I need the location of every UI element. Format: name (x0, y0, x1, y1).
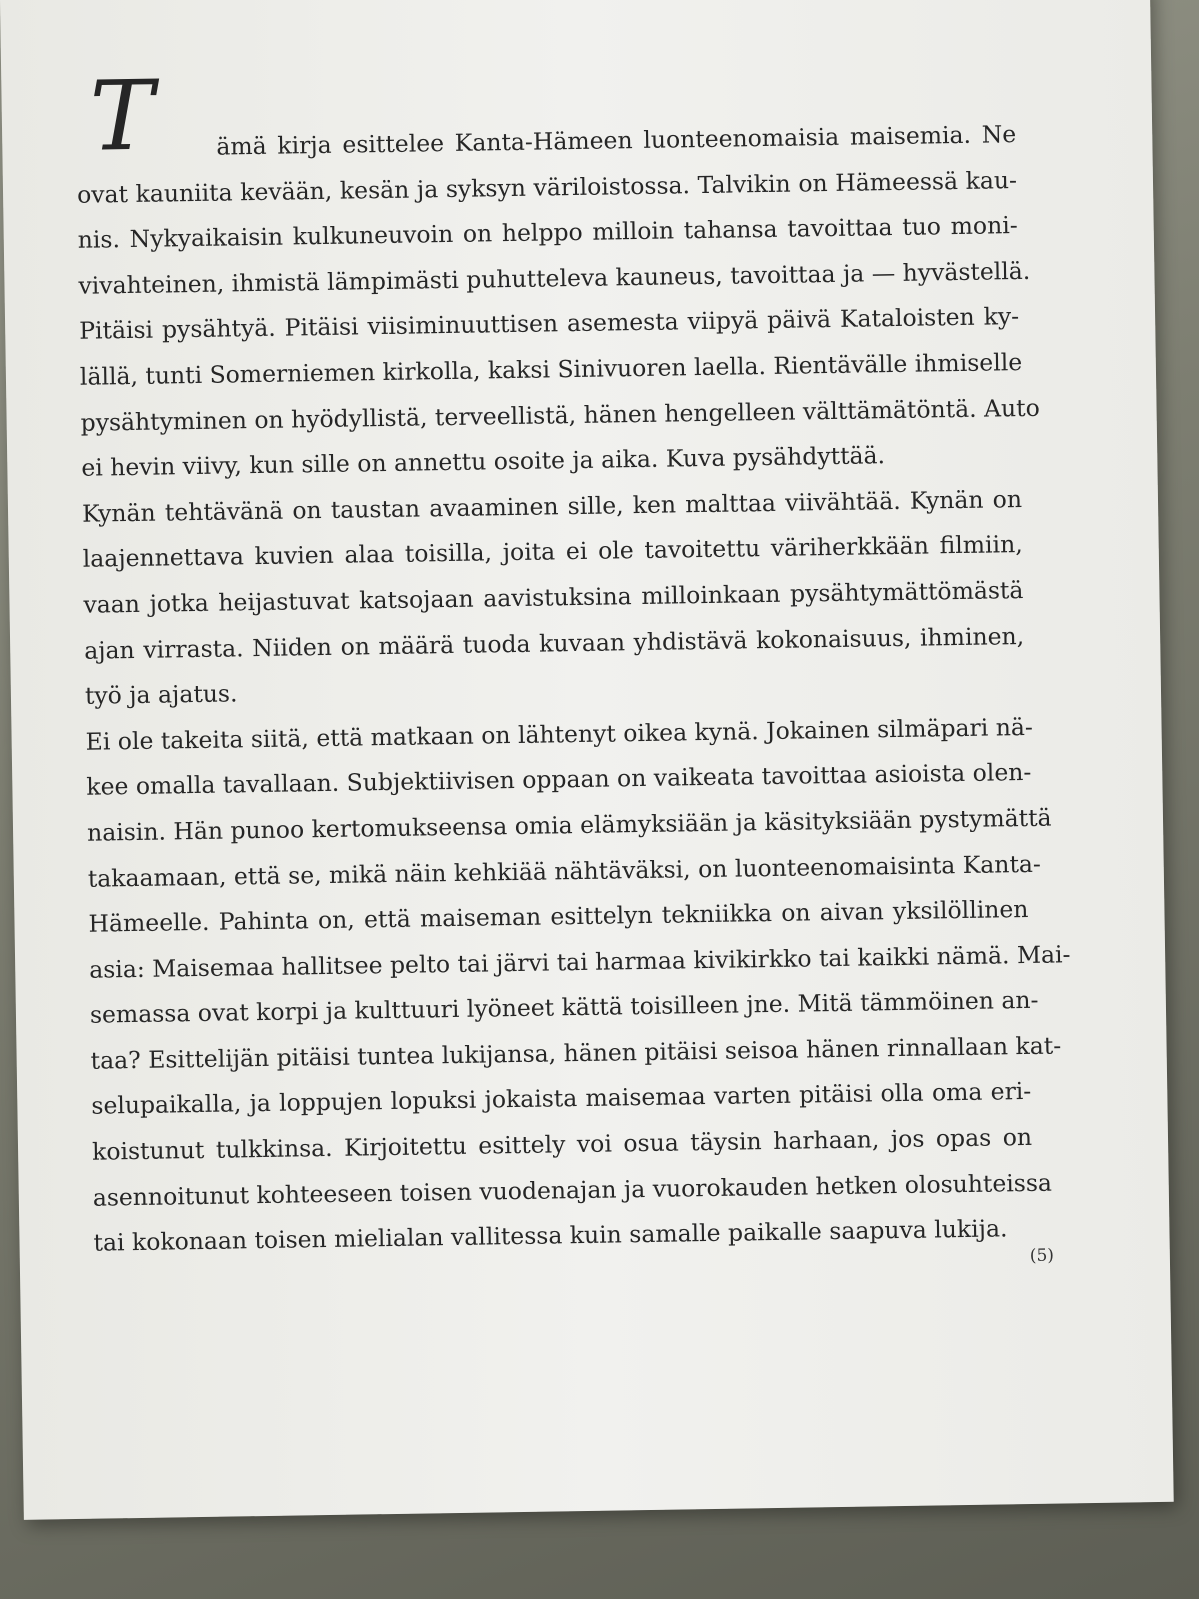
text-line: asia: Maisemaa hallitsee pelto tai järvi tai harmaa kivikirkko tai kaikki nämä. Mai- (89, 939, 1071, 984)
text-line: lällä, tunti Somerniemen kirkolla, kaksi Sinivuoren laella. Rientävälle ihmiselle (79, 347, 1023, 391)
text-line: semassa ovat korpi ja kulttuuri lyöneet kättä toisilleen jne. Mitä tämmöinen an- (89, 986, 1039, 1029)
text-line: laajennettava kuvien alaa toisilla, joita ei ole tavoitettu väriherkkään filmiin, (82, 530, 1023, 574)
text-line: vaan jotka heijastuvat katsojaan aavistuksina milloinkaan pysähtymättömästä (83, 575, 1024, 619)
text-line: Hämeelle. Pahinta on, että maiseman esittelyn tekniikka on aivan yksilöllinen (88, 895, 1029, 938)
text-line: ajan virrasta. Niiden on määrä tuoda kuvaan yhdistävä kokonaisuus, ihminen, (84, 621, 1025, 665)
text-line: ovat kauniita kevään, kesän ja syksyn väriloistossa. Talvikin on Hämeessä kau- (76, 165, 1018, 209)
text-line: tai kokonaan toisen mielialan vallitessa kuin samalle paikalle saapuva lukija. (93, 1214, 1008, 1257)
body-text (76, 112, 1071, 1266)
text-line: kee omalla tavallaan. Subjektiivisen oppaan on vaikeata tavoittaa asioista olen- (86, 758, 1032, 802)
text-line: vivahteinen, ihmistä lämpimästi puhutteleva kauneus, tavoittaa ja — hyvästellä. (78, 256, 1031, 300)
text-line: nis. Nykyaikaisin kulkuneuvoin on helppo milloin tahansa tavoittaa tuo moni- (77, 211, 1018, 254)
text-line: pysähtyminen on hyödyllistä, terveellistä, hänen hengelleen välttämätöntä. Auto (80, 393, 1040, 437)
text-line: asennoitunut kohteeseen toisen vuodenajan ja vuorokauden hetken olosuhteissa (92, 1168, 1053, 1212)
drop-cap: T (88, 59, 155, 173)
text-line: ei hevin viivy, kun sille on annettu osoite ja aika. Kuva pysähdyttää. (81, 441, 886, 482)
text-line: ämä kirja esittelee Kanta-Hämeen luonteenomaisia maisemia. Ne (216, 120, 1017, 161)
page-number: (5) (1029, 1245, 1055, 1266)
text-line: Ei ole takeita siitä, että matkaan on lähtenyt oikea kynä. Jokainen silmäpari nä- (85, 712, 1034, 756)
text-line: Kynän tehtävänä on taustan avaaminen sille, ken malttaa viivähtää. Kynän on (81, 484, 1023, 528)
text-line: selupaikalla, ja loppujen lopuksi jokaista maisemaa varten pitäisi olla oma eri- (91, 1077, 1032, 1121)
text-line: takaamaan, että se, mikä näin kehkiää nähtäväksi, on luonteenomaisinta Kanta- (87, 849, 1042, 893)
text-line: naisin. Hän punoo kertomukseensa omia elämyksiään ja käsityksiään pystymättä (86, 803, 1052, 847)
text-line: työ ja ajatus. (84, 679, 238, 710)
text-line: Pitäisi pysähtyä. Pitäisi viisiminuuttisen asemesta viipyä päivä Kataloisten ky- (78, 302, 1020, 346)
text-line: koistunut tulkkinsa. Kirjoitettu esittely voi osua täysin harhaan, jos opas on (91, 1122, 1033, 1166)
text-line: taa? Esittelijän pitäisi tuntea lukijansa, hänen pitäisi seisoa hänen rinnallaan kat- (90, 1031, 1062, 1075)
